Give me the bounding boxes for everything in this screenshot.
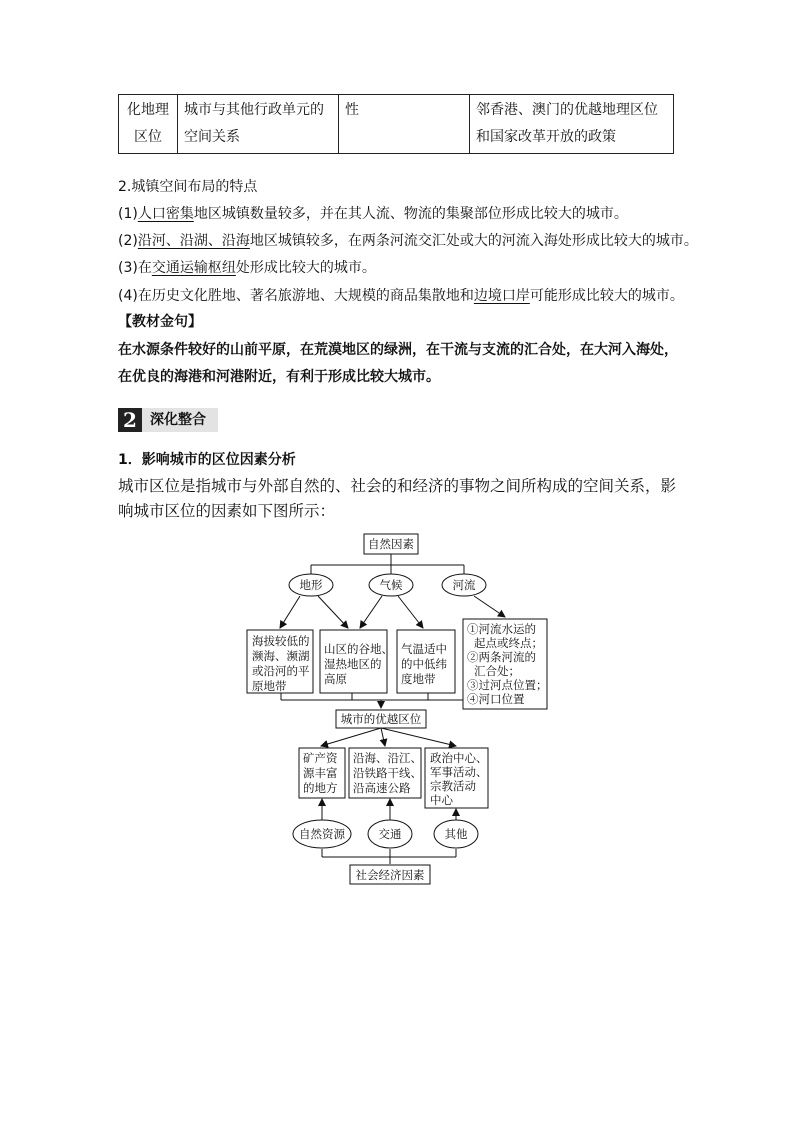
node-line: 源丰富 <box>303 766 338 780</box>
table-cell: 城市与其他行政单元的空间关系 <box>178 95 339 154</box>
node-label: 社会经济因素 <box>355 868 425 882</box>
node-line: 高原 <box>324 672 347 686</box>
node-line: 政治中心、 <box>430 751 488 765</box>
key-term: 人口密集 <box>137 206 194 222</box>
intro-paragraph: 城市区位是指城市与外部自然的、社会的和经济的事物之间所构成的空间关系，影响城市区位的因素如下图所示： <box>118 477 677 520</box>
node-line: 沿高速公路 <box>353 781 411 795</box>
list-item: (4)在历史文化胜地、著名旅游地、大规模的商品集散地和边境口岸可能形成比较大的城市。 <box>118 288 684 304</box>
list-item: (3)在交通运输枢纽处形成比较大的城市。 <box>118 260 376 276</box>
key-term: 交通运输枢纽 <box>151 260 236 276</box>
node-line: 山区的谷地、 <box>324 642 393 656</box>
node-line: 气温适中 <box>401 642 447 656</box>
node-label: 河流 <box>452 578 476 592</box>
node-line: 度地带 <box>401 672 436 686</box>
node-line: 的中低纬 <box>401 657 447 671</box>
node-label: 气候 <box>379 578 403 592</box>
node-line: 的地方 <box>303 781 338 795</box>
node-label: 地形 <box>299 578 323 592</box>
golden-line: 在水源条件较好的山前平原，在荒漠地区的绿洲，在干流与支流的汇合处，在大河入海处， <box>118 342 678 358</box>
node-line: 沿海、沿江、 <box>353 751 422 765</box>
section-title: 深化整合 <box>150 412 206 428</box>
table-cell: 邻香港、澳门的优越地理区位和国家改革开放的政策 <box>470 95 674 154</box>
node-line: 中心 <box>430 793 453 807</box>
list-item: (1)人口密集地区城镇数量较多，并在其人流、物流的集聚部位形成比较大的城市。 <box>118 206 628 222</box>
subheading: 1．影响城市的区位因素分析 <box>118 452 296 468</box>
node-line: ②两条河流的 <box>467 650 536 664</box>
node-line: 或沿河的平 <box>252 664 310 678</box>
node-line: ①河流水运的 <box>467 622 536 636</box>
key-term: 边境口岸 <box>473 288 530 304</box>
node-label: 自然资源 <box>299 827 345 841</box>
section-number: 2 <box>118 408 142 432</box>
node-line: 濒海、濒湖 <box>252 649 310 663</box>
node-line: 起点或终点； <box>474 636 543 650</box>
node-line: 宗教活动 <box>430 779 476 793</box>
node-label: 自然因素 <box>368 537 414 551</box>
section-heading: 2.城镇空间布局的特点 <box>118 179 258 195</box>
node-line: 原地带 <box>252 679 287 693</box>
node-line: 湿热地区的 <box>324 657 382 671</box>
key-term: 沿河、沿湖、沿海 <box>137 233 250 249</box>
node-label: 交通 <box>378 827 402 841</box>
table-cell: 化地理区位 <box>119 95 178 154</box>
node-line: 军事活动、 <box>430 765 488 779</box>
textbook-label: 【教材金句】 <box>118 314 202 330</box>
node-line: 沿铁路干线、 <box>353 766 422 780</box>
node-line: 矿产资 <box>303 751 338 765</box>
node-line: ③过河点位置； <box>467 678 548 692</box>
golden-line: 在优良的海港和河港附近，有利于形成比较大城市。 <box>118 369 440 385</box>
node-label: 城市的优越区位 <box>340 712 422 726</box>
node-line: 海拔较低的 <box>252 634 310 648</box>
node-line: 汇合处； <box>474 664 520 678</box>
table-cell: 性 <box>339 95 470 154</box>
list-item: (2)沿河、沿湖、沿海地区城镇较多，在两条河流交汇处或大的河流入海处形成比较大的城市。 <box>118 233 698 249</box>
node-label: 其他 <box>444 827 468 841</box>
node-line: ④河口位置 <box>467 692 525 706</box>
